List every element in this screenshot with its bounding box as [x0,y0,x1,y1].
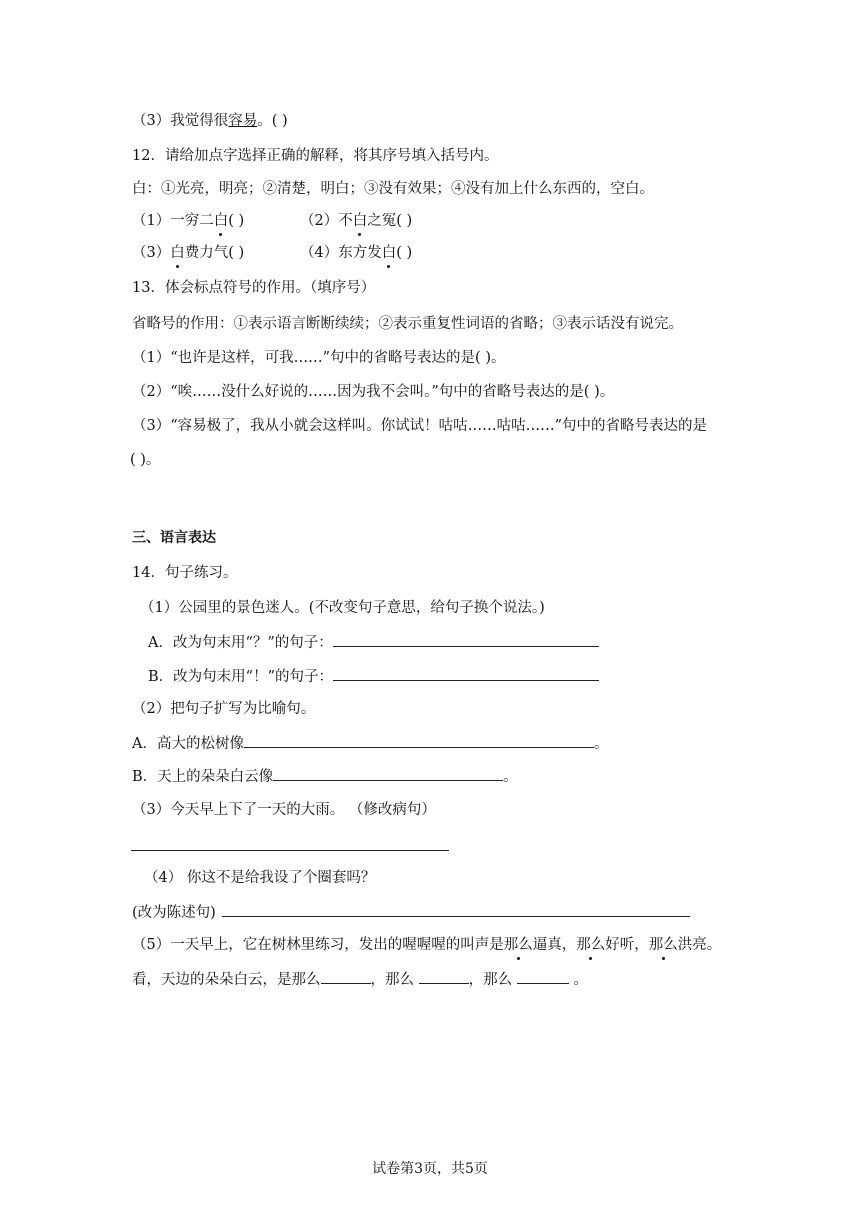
q13-title: 13．体会标点符号的作用。（填序号） [132,280,376,296]
q14-p2a: A．高大的松树像 。 [132,733,608,754]
q14-p4-answer: (改为陈述句) [132,902,690,923]
answer-blank[interactable] [419,969,469,984]
q14-p4: （4） 你这不是给我设了个圈套吗？ [144,870,376,886]
q14-p5: （5）一天早上，它在树林里练习，发出的喔喔喔的叫声是那么逼真，那么好听，那么洪亮。 [132,937,722,953]
q12-definition: 白：①光亮，明亮；②清楚，明白；③没有效果；④没有加上什么东西的，空白。 [132,181,654,197]
answer-line[interactable] [131,850,449,851]
q14-p2: （2）把句子扩写为比喻句。 [132,701,316,717]
answer-blank[interactable] [333,632,599,647]
q14-p1a: A．改为句末用“？”的句子： [148,632,599,653]
q13-definition: 省略号的作用：①表示语言断断续续；②表示重复性词语的省略；③表示话没有说完。 [132,316,683,332]
q14-p6: 看，天边的朵朵白云，是那么 ，那么 ，那么 。 [132,969,588,990]
q14-p1: （1）公园里的景色迷人。(不改变句子意思，给句子换个说法。) [140,600,545,616]
answer-blank[interactable] [333,666,599,681]
dotted-char: 白 [352,213,368,229]
q14-p3: （3）今天早上下了一天的大雨。 （修改病句） [132,802,436,818]
dotted-char: 白 [381,245,397,261]
q12-item2: （2）不白之冤( ) [300,213,413,229]
q12-title: 12．请给加点字选择正确的解释，将其序号填入括号内。 [132,148,499,164]
answer-blank[interactable] [273,766,503,781]
answer-blank[interactable] [517,969,569,984]
dotted-char: 白 [213,213,229,229]
q14-p2b: B．天上的朵朵白云像 。 [132,766,518,787]
q13-item1: （1）“也许是这样，可我……”句中的省略号表达的是( )。 [132,350,506,366]
underlined-word: 容易 [228,113,258,129]
answer-blank[interactable] [222,902,690,917]
q14-title: 14．句子练习。 [132,565,238,581]
q13-item3: （3）“容易极了，我从小就会这样叫。你试试！咕咕……咕咕……”句中的省略号表达的是 [132,418,708,434]
q12-item3: （3）白费力气( ) [132,245,245,261]
q12-item1: （1）一穷二白( ) [132,213,245,229]
q13-item2: （2）“唉……没什么好说的……因为我不会叫。”句中的省略号表达的是( )。 [132,384,615,400]
answer-blank[interactable] [321,969,371,984]
answer-blank[interactable] [244,733,594,748]
q11-item3: （3）我觉得很容易。( ) [132,113,288,129]
q12-item4: （4）东方发白( ) [300,245,413,261]
dotted-word: 那么 [576,937,606,953]
dotted-word: 那么 [648,937,678,953]
q14-p1b: B．改为句末用“！”的句子： [148,666,599,687]
section-heading: 三、语言表达 [132,530,216,546]
dotted-word: 那么 [503,937,533,953]
dotted-char: 白 [170,245,185,261]
q13-item3-cont: ( )。 [130,452,161,468]
page-footer: 试卷第3页，共5页 [372,1161,488,1177]
